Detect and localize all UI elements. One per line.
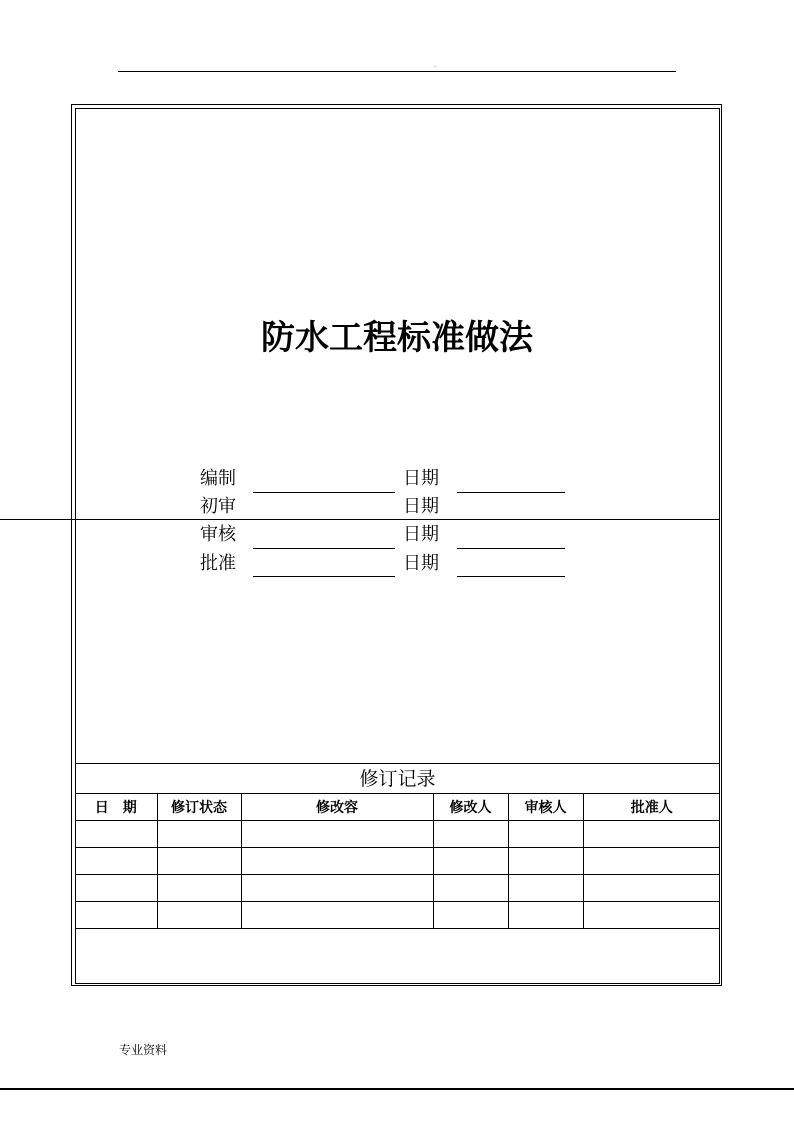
table-cell [583,875,720,902]
signoff-date-line-compile [457,492,565,493]
signoff-label-compile: 编制 [200,468,236,489]
signoff-date-label-approve: 日期 [403,553,439,574]
signoff-date-label-compile: 日期 [403,468,439,489]
table-row [75,875,720,902]
col-header-modifier: 修改人 [433,794,508,821]
signoff-date-label-preliminary: 日期 [403,496,439,517]
table-cell [75,875,157,902]
signoff-date-label-review: 日期 [403,524,439,545]
table-cell [508,875,583,902]
table-cell [241,848,433,875]
footer-rule [0,1088,794,1090]
table-cell [157,875,241,902]
table-cell [241,875,433,902]
col-header-approver: 批准人 [583,794,720,821]
revision-header-row [75,794,720,821]
table-cell [241,821,433,848]
table-cell [433,875,508,902]
table-cell [508,848,583,875]
table-cell [433,902,508,929]
document-title: 防水工程标准做法 [261,318,533,358]
col-header-reviewer: 审核人 [508,794,583,821]
signoff-date-line-approve [457,576,565,577]
col-header-content: 修改容 [241,794,433,821]
table-cell [157,902,241,929]
signoff-label-approve: 批准 [200,553,236,574]
table-cell [583,848,720,875]
table-cell [75,848,157,875]
col-header-date: 日 期 [75,794,157,821]
table-cell [583,902,720,929]
divider-line [0,519,720,520]
col-header-status: 修订状态 [157,794,241,821]
table-cell [508,821,583,848]
signoff-line-compile [253,492,395,493]
table-cell [241,902,433,929]
table-row [75,821,720,848]
table-row [75,848,720,875]
revision-title: 修订记录 [359,768,436,790]
table-cell [583,821,720,848]
table-cell [75,821,157,848]
revision-table [75,793,720,929]
signoff-label-review: 审核 [200,524,236,545]
table-cell [75,902,157,929]
header-dot: . [434,62,436,69]
table-cell [508,902,583,929]
footer-label: 专业资料 [119,1043,168,1057]
signoff-line-approve [253,576,395,577]
table-cell [157,821,241,848]
signoff-line-review [253,548,395,549]
header-rule [118,71,676,72]
table-row [75,902,720,929]
table-cell [433,848,508,875]
revision-top-rule [75,763,720,764]
table-cell [157,848,241,875]
table-cell [433,821,508,848]
signoff-label-preliminary: 初审 [200,496,236,517]
signoff-date-line-review [457,548,565,549]
